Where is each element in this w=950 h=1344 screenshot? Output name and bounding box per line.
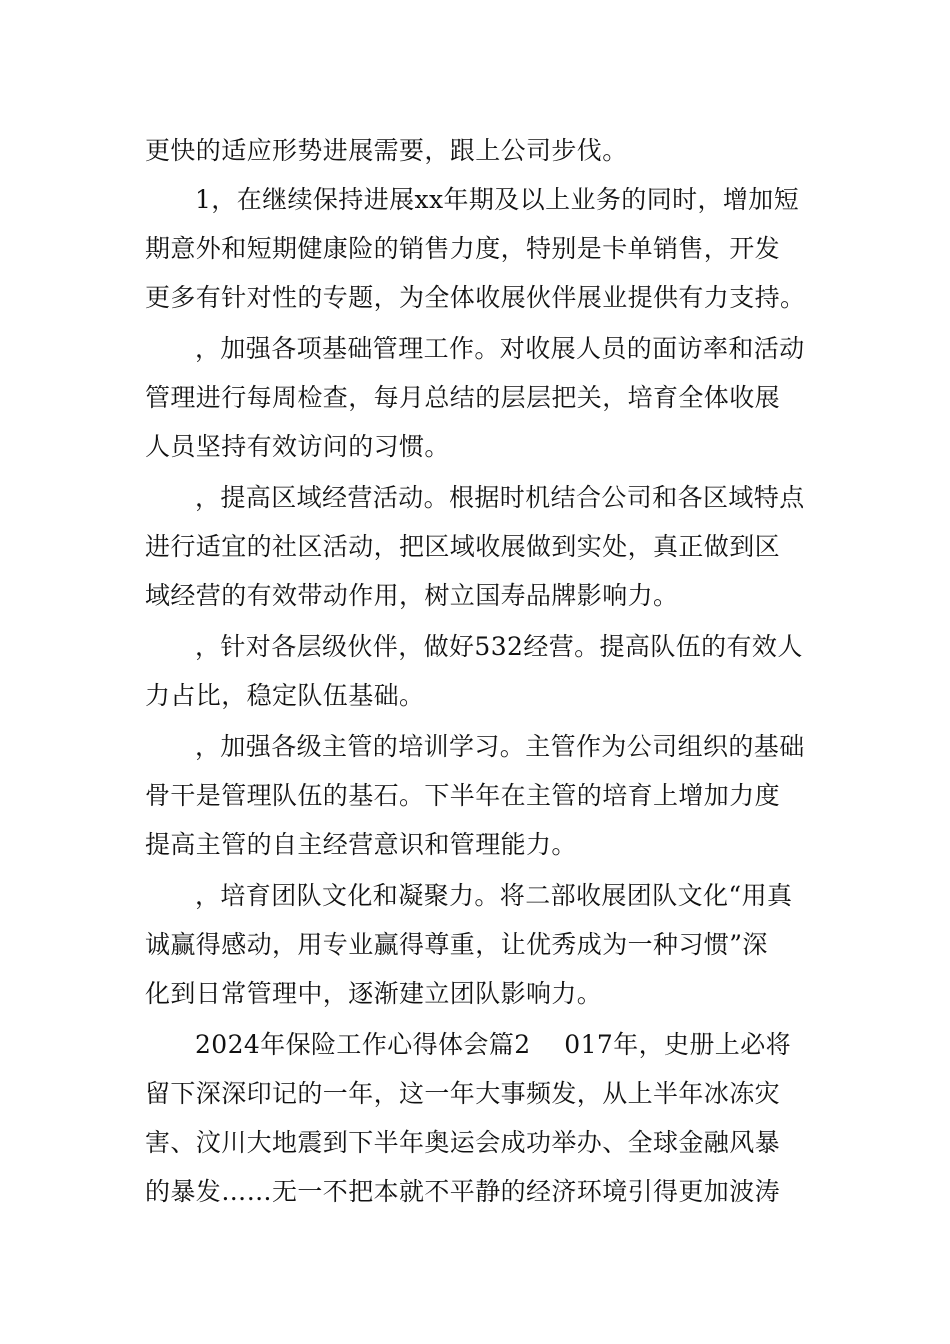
paragraph-6-line: ，培育团队文化和凝聚力。将二部收展团队文化“用真 — [195, 881, 793, 910]
text-line: 提高主管的自主经营意识和管理能力。 — [145, 830, 577, 859]
text-line: 域经营的有效带动作用，树立国寿品牌影响力。 — [145, 581, 679, 610]
paragraph-2-line: ，加强各项基础管理工作。对收展人员的面访率和活动 — [195, 334, 805, 363]
paragraph-5-line: ，加强各级主管的培训学习。主管作为公司组织的基础 — [195, 732, 805, 761]
text-line: 化到日常管理中，逐渐建立团队影响力。 — [145, 979, 603, 1008]
text-line: 骨干是管理队伍的基石。下半年在主管的培育上增加力度 — [145, 781, 781, 810]
paragraph-3-line: ，提高区域经营活动。根据时机结合公司和各区域特点 — [195, 483, 805, 512]
text-line: 人员坚持有效访问的习惯。 — [145, 432, 450, 461]
paragraph-4-line: ，针对各层级伙伴，做好532经营。提高队伍的有效人 — [195, 632, 803, 661]
text-line: 害、汶川大地震到下半年奥运会成功举办、全球金融风暴 — [145, 1128, 781, 1157]
text-line: 诚赢得感动，用专业赢得尊重，让优秀成为一种习惯”深 — [145, 930, 768, 959]
text-line: 更多有针对性的专题，为全体收展伙伴展业提供有力支持。 — [145, 283, 806, 312]
paragraph-1-line: 1，在继续保持进展xx年期及以上业务的同时，增加短 — [195, 185, 800, 214]
text-line: 管理进行每周检查，每月总结的层层把关，培育全体收展 — [145, 383, 781, 412]
text-line: 留下深深印记的一年，这一年大事频发，从上半年冰冻灾 — [145, 1079, 781, 1108]
paragraph-7-line: 2024年保险工作心得体会篇2 017年，史册上必将 — [195, 1030, 791, 1059]
text-line: 期意外和短期健康险的销售力度，特别是卡单销售，开发 — [145, 234, 781, 263]
text-line: 力占比，稳定队伍基础。 — [145, 681, 425, 710]
text-line: 更快的适应形势进展需要，跟上公司步伐。 — [145, 136, 628, 165]
text-line: 的暴发……无一不把本就不平静的经济环境引得更加波涛 — [145, 1177, 781, 1206]
text-line: 进行适宜的社区活动，把区域收展做到实处，真正做到区 — [145, 532, 781, 561]
